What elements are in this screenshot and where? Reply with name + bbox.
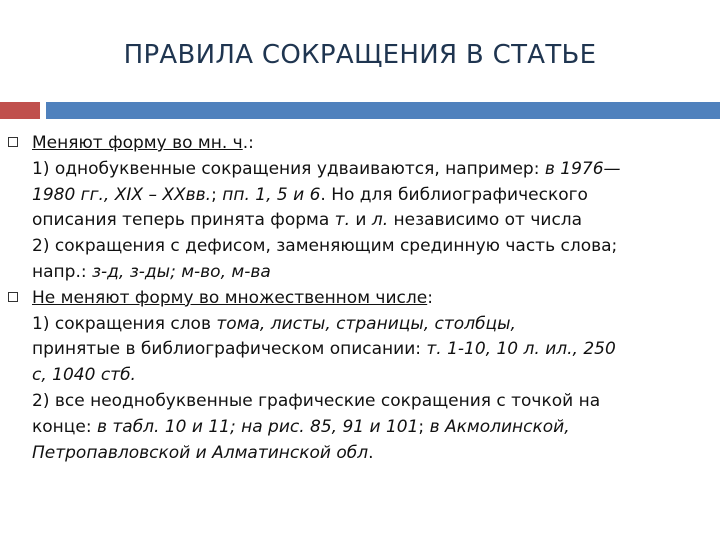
decorative-bar-blue (46, 102, 720, 119)
text-line: 1) сокращения слов тома, листы, страницы, столбцы, (32, 313, 516, 334)
text-line: 1980 гг., XIX – XXвв.; пп. 1, 5 и 6. Но для библиографического (32, 184, 588, 205)
bullet-heading-line: Не меняют форму во множественном числе: (32, 287, 433, 308)
text-line: 2) сокращения с дефисом, заменяющим срединную часть слова; (32, 236, 618, 257)
text-line: 1) однобуквенные сокращения удваиваются, например: в 1976— (32, 158, 621, 179)
bullet-heading: Не меняют форму во множественном числе (32, 287, 428, 308)
text-line: 2) все неоднобуквенные графические сокращения с точкой на (32, 390, 601, 411)
text-line: конце: в табл. 10 и 11; на рис. 85, 91 и 101; в Акмолинской, (32, 416, 570, 437)
bullet-item-changing-forms (32, 131, 708, 286)
square-bullet-icon (8, 137, 18, 147)
bullet-heading: Меняют форму во мн. ч (32, 133, 243, 153)
text-line: описания теперь принята форма т. и л. независимо от числа (32, 210, 583, 231)
decorative-bar-red (0, 102, 40, 119)
text-line: с, 1040 стб. (32, 365, 136, 386)
bullet-item-unchanging-forms (32, 286, 708, 467)
square-bullet-icon (8, 292, 18, 302)
slide-content (32, 131, 708, 466)
text-line: принятые в библиографическом описании: т. 1-10, 10 л. ил., 250 (32, 339, 616, 360)
text-line: напр.: з-д, з-ды; м-во, м-ва (32, 261, 271, 282)
slide-title: ПРАВИЛА СОКРАЩЕНИЯ В СТАТЬЕ (123, 40, 597, 70)
text-line: Петропавловской и Алматинской обл. (32, 442, 374, 463)
bullet-heading-line: Меняют форму во мн. ч.: (32, 133, 254, 153)
